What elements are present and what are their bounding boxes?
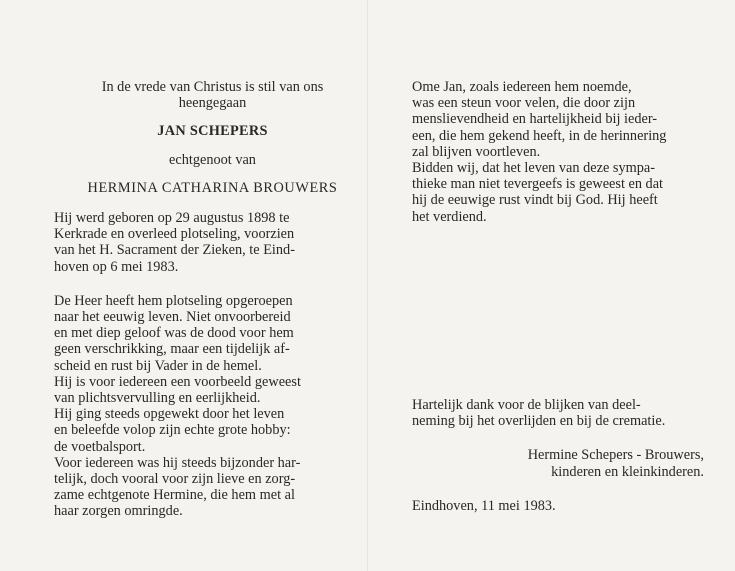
right-lower-section: [412, 397, 704, 514]
remembrance-paragraph: [412, 79, 702, 225]
text-line: haar zorgen omringde.: [54, 503, 183, 520]
place-date: Eindhoven, 11 mei 1983.: [412, 497, 556, 514]
deceased-name: JAN SCHEPERS: [157, 123, 268, 140]
left-panel: [54, 79, 371, 520]
text-line: de voetbalsport.: [54, 438, 146, 455]
spouse-name: HERMINA CATHARINA BROUWERS: [87, 179, 338, 196]
text-line: was een steun voor velen, die door zijn: [412, 95, 636, 112]
text-line: Kerkrade en overleed plotseling, voorzien: [54, 226, 295, 243]
text-line: Hartelijk dank voor de blijken van deel-: [412, 397, 641, 413]
intro-line: heengegaan: [178, 95, 247, 112]
text-line: Bidden wij, dat het leven van deze sympa-: [412, 160, 655, 177]
text-line: geen verschrikking, maar een tijdelijk af-: [54, 341, 290, 358]
signature-line: Hermine Schepers - Brouwers,: [527, 447, 704, 464]
text-line: Hij is voor iedereen een voorbeeld geweest: [54, 373, 301, 390]
spouse-label: echtgenoot van: [169, 151, 256, 168]
text-line: Hij werd geboren op 29 augustus 1898 te: [54, 210, 290, 227]
text-line: zame echtgenote Hermine, die hem met al: [54, 487, 295, 504]
text-line: De Heer heeft hem plotseling opgeroepen: [54, 292, 293, 309]
text-line: scheid en rust bij Vader in de hemel.: [54, 357, 262, 374]
text-line: van het H. Sacrament der Zieken, te Eind-: [54, 242, 295, 259]
text-line: en met diep geloof was de dood voor hem: [54, 325, 294, 342]
text-line: het verdiend.: [412, 208, 487, 225]
text-line: menslievendheid en hartelijkheid bij ieder-: [412, 111, 658, 128]
tribute-paragraph: [54, 293, 371, 520]
text-line: hoven op 6 mei 1983.: [54, 258, 179, 275]
text-line: hij de eeuwige rust vindt bij God. Hij heeft: [412, 192, 658, 209]
text-line: neming bij het overlijden en bij de crematie.: [412, 413, 666, 430]
signature-line: kinderen en kleinkinderen.: [551, 463, 704, 480]
right-panel: [412, 79, 702, 225]
text-line: Voor iedereen was hij steeds bijzonder har-: [54, 454, 301, 471]
intro: [54, 79, 371, 111]
text-line: telijk, doch vooral voor zijn lieve en zorg-: [54, 471, 296, 488]
text-line: en beleefde volop zijn echte grote hobby:: [54, 422, 291, 439]
text-line: naar het eeuwig leven. Niet onvoorbereid: [54, 309, 291, 326]
thanks-paragraph: [412, 397, 704, 429]
text-line: van plichtsvervulling en eerlijkheid.: [54, 390, 261, 407]
text-line: Hij ging steeds opgewekt door het leven: [54, 406, 285, 423]
signature: [412, 447, 704, 479]
text-line: thieke man niet tevergeefs is geweest en dat: [412, 176, 664, 193]
text-line: een, die hem gekend heeft, in de herinnering: [412, 127, 667, 144]
text-line: zal blijven voortleven.: [412, 143, 541, 160]
text-line: Ome Jan, zoals iedereen hem noemde,: [412, 79, 632, 95]
biography-paragraph: [54, 210, 371, 275]
intro-line: In de vrede van Christus is stil van ons: [101, 79, 324, 95]
